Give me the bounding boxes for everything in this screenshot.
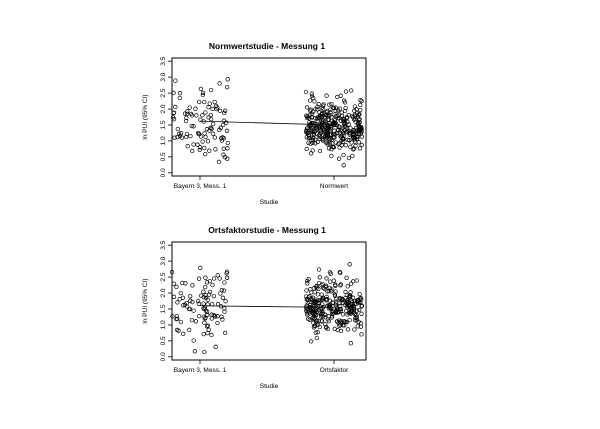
data-point: [204, 135, 208, 139]
data-point: [203, 350, 207, 354]
data-point: [318, 276, 322, 280]
data-point: [328, 299, 332, 303]
data-point: [207, 116, 211, 120]
data-point: [209, 113, 213, 117]
data-point: [199, 266, 203, 270]
data-point: [339, 94, 343, 98]
y-tick-label: 3.5: [160, 240, 167, 250]
y-tick-label: 0.5: [160, 336, 167, 346]
data-point: [190, 318, 194, 322]
data-point: [203, 132, 207, 136]
data-point: [224, 299, 228, 303]
data-point: [360, 333, 364, 337]
data-point: [345, 276, 349, 280]
data-point: [203, 321, 207, 325]
panel-ortsfaktorstudie: [142, 225, 366, 390]
data-point: [188, 106, 192, 110]
data-point: [349, 145, 353, 149]
data-point: [351, 154, 355, 158]
data-point: [194, 107, 198, 111]
data-point: [208, 149, 212, 153]
x-axis-label: Studie: [259, 383, 279, 390]
data-point: [346, 328, 350, 332]
x-tick-label: Bayern 3, Mess. 1: [173, 367, 227, 374]
data-point: [175, 285, 179, 289]
data-point: [360, 312, 364, 316]
data-point: [222, 147, 226, 151]
data-point: [213, 136, 217, 140]
data-point: [189, 134, 193, 138]
data-point: [208, 102, 212, 106]
data-point: [339, 329, 343, 333]
data-point: [349, 341, 353, 345]
data-point: [218, 277, 222, 281]
data-point: [221, 123, 225, 127]
data-point: [344, 90, 348, 94]
data-point: [202, 302, 206, 306]
data-point: [223, 331, 227, 335]
data-point: [204, 111, 208, 115]
data-point: [348, 318, 352, 322]
y-tick-label: 1.0: [160, 320, 167, 330]
data-point: [210, 317, 214, 321]
chart-title: Ortsfaktorstudie - Messung 1: [208, 225, 326, 235]
data-point: [176, 301, 180, 305]
data-point: [325, 94, 329, 98]
data-point: [305, 289, 309, 293]
y-tick-label: 0.5: [160, 152, 167, 162]
data-point: [203, 100, 207, 104]
data-point: [178, 96, 182, 100]
data-point: [174, 79, 178, 83]
x-axis: [200, 176, 334, 180]
data-point: [211, 122, 215, 126]
data-point: [344, 290, 348, 294]
data-point: [349, 89, 353, 93]
x-axis-label: Studie: [259, 199, 279, 206]
plot-frame: [172, 242, 366, 360]
y-tick-label: 2.5: [160, 272, 167, 282]
data-point: [348, 263, 352, 267]
y-tick-label: 3.0: [160, 256, 167, 266]
data-point: [317, 281, 321, 285]
y-tick-label: 0.0: [160, 352, 167, 362]
x-tick-label: Ortsfaktor: [319, 367, 349, 374]
data-point: [172, 295, 176, 299]
data-point: [178, 297, 182, 301]
y-tick-label: 3.5: [160, 56, 167, 66]
data-point: [328, 103, 332, 107]
data-point: [218, 82, 222, 86]
data-point: [349, 282, 353, 286]
data-point: [318, 149, 322, 153]
data-point: [176, 127, 180, 131]
data-point: [330, 154, 334, 158]
data-point: [308, 99, 312, 103]
data-point: [191, 284, 195, 288]
data-point: [203, 285, 207, 289]
data-point: [204, 276, 208, 280]
y-tick-label: 2.0: [160, 288, 167, 298]
data-point: [350, 141, 354, 145]
y-axis: [160, 240, 172, 361]
data-point: [226, 78, 230, 82]
data-point: [317, 268, 321, 272]
data-point: [309, 340, 313, 344]
data-point: [332, 279, 336, 283]
data-point: [188, 295, 192, 299]
data-point: [309, 108, 313, 112]
data-point: [179, 320, 183, 324]
data-point: [344, 309, 348, 313]
data-point: [336, 95, 340, 99]
y-tick-label: 1.5: [160, 120, 167, 130]
data-point: [346, 285, 350, 289]
data-point: [209, 117, 213, 121]
data-point: [203, 152, 207, 156]
data-point: [358, 292, 362, 296]
data-point: [225, 85, 229, 89]
data-point: [337, 157, 341, 161]
data-point: [186, 110, 190, 114]
data-point: [305, 147, 309, 151]
data-point: [203, 146, 207, 150]
data-point: [202, 332, 206, 336]
data-point: [218, 109, 222, 113]
data-point: [212, 294, 216, 298]
x-axis: [200, 360, 334, 364]
data-point: [179, 291, 183, 295]
data-point: [316, 293, 320, 297]
data-point: [192, 339, 196, 343]
data-point: [192, 143, 196, 147]
data-point: [214, 345, 218, 349]
data-point: [310, 92, 314, 96]
data-point: [207, 105, 211, 109]
data-point: [197, 100, 201, 104]
data-point: [190, 149, 194, 153]
data-point: [225, 276, 229, 280]
y-tick-label: 3.0: [160, 72, 167, 82]
x-tick-label: Bayern 3, Mess. 1: [173, 183, 227, 190]
data-point: [198, 148, 202, 152]
data-point: [201, 113, 205, 117]
y-tick-label: 0.0: [160, 168, 167, 178]
scatter-points: [171, 78, 363, 168]
data-point: [347, 156, 351, 160]
y-tick-label: 2.5: [160, 88, 167, 98]
data-point: [225, 129, 229, 133]
data-point: [358, 108, 362, 112]
data-point: [342, 164, 346, 168]
chart-title: Normwertstudie - Messung 1: [208, 41, 326, 51]
data-point: [195, 114, 199, 118]
data-point: [221, 296, 225, 300]
data-point: [172, 282, 176, 286]
data-point: [194, 320, 198, 324]
data-point: [213, 100, 217, 104]
data-point: [306, 282, 310, 286]
y-tick-label: 1.0: [160, 136, 167, 146]
data-point: [197, 277, 201, 281]
data-point: [193, 350, 197, 354]
data-point: [201, 140, 205, 144]
data-point: [351, 280, 355, 284]
data-point: [174, 105, 178, 109]
data-point: [313, 100, 317, 104]
scatter-points: [170, 263, 364, 354]
data-point: [359, 103, 363, 107]
data-point: [211, 132, 215, 136]
data-point: [328, 280, 332, 284]
data-point: [220, 288, 224, 292]
data-point: [360, 135, 364, 139]
data-point: [216, 321, 220, 325]
data-point: [192, 309, 196, 313]
data-point: [186, 144, 190, 148]
y-axis: [160, 56, 172, 177]
data-point: [355, 279, 359, 283]
data-point: [209, 88, 213, 92]
data-point: [202, 290, 206, 294]
data-point: [223, 281, 227, 285]
data-point: [181, 332, 185, 336]
data-point: [197, 314, 201, 318]
data-point: [187, 328, 191, 332]
y-axis-label: ln PUI (95% CI): [142, 278, 149, 324]
data-point: [206, 331, 210, 335]
data-point: [360, 143, 364, 147]
y-tick-label: 2.0: [160, 104, 167, 114]
data-point: [357, 308, 361, 312]
data-point: [357, 141, 361, 145]
data-point: [311, 149, 315, 153]
data-point: [217, 160, 221, 164]
data-point: [211, 283, 215, 287]
data-point: [178, 91, 182, 95]
panel-normwertstudie: [142, 41, 366, 206]
data-point: [199, 87, 203, 91]
data-point: [305, 106, 309, 110]
data-point: [358, 147, 362, 151]
data-point: [214, 148, 218, 152]
data-point: [226, 141, 230, 145]
data-point: [325, 277, 329, 281]
y-tick-label: 1.5: [160, 304, 167, 314]
x-tick-label: Normwert: [319, 183, 349, 190]
data-point: [304, 90, 308, 94]
data-point: [341, 313, 345, 317]
data-point: [226, 147, 230, 151]
data-point: [212, 277, 216, 281]
data-point: [206, 139, 210, 143]
data-point: [344, 143, 348, 147]
data-point: [342, 153, 346, 157]
data-point: [211, 107, 215, 111]
data-point: [315, 336, 319, 340]
data-point: [210, 333, 214, 337]
y-axis-label: ln PUI (95% CI): [142, 94, 149, 140]
data-point: [353, 328, 357, 332]
